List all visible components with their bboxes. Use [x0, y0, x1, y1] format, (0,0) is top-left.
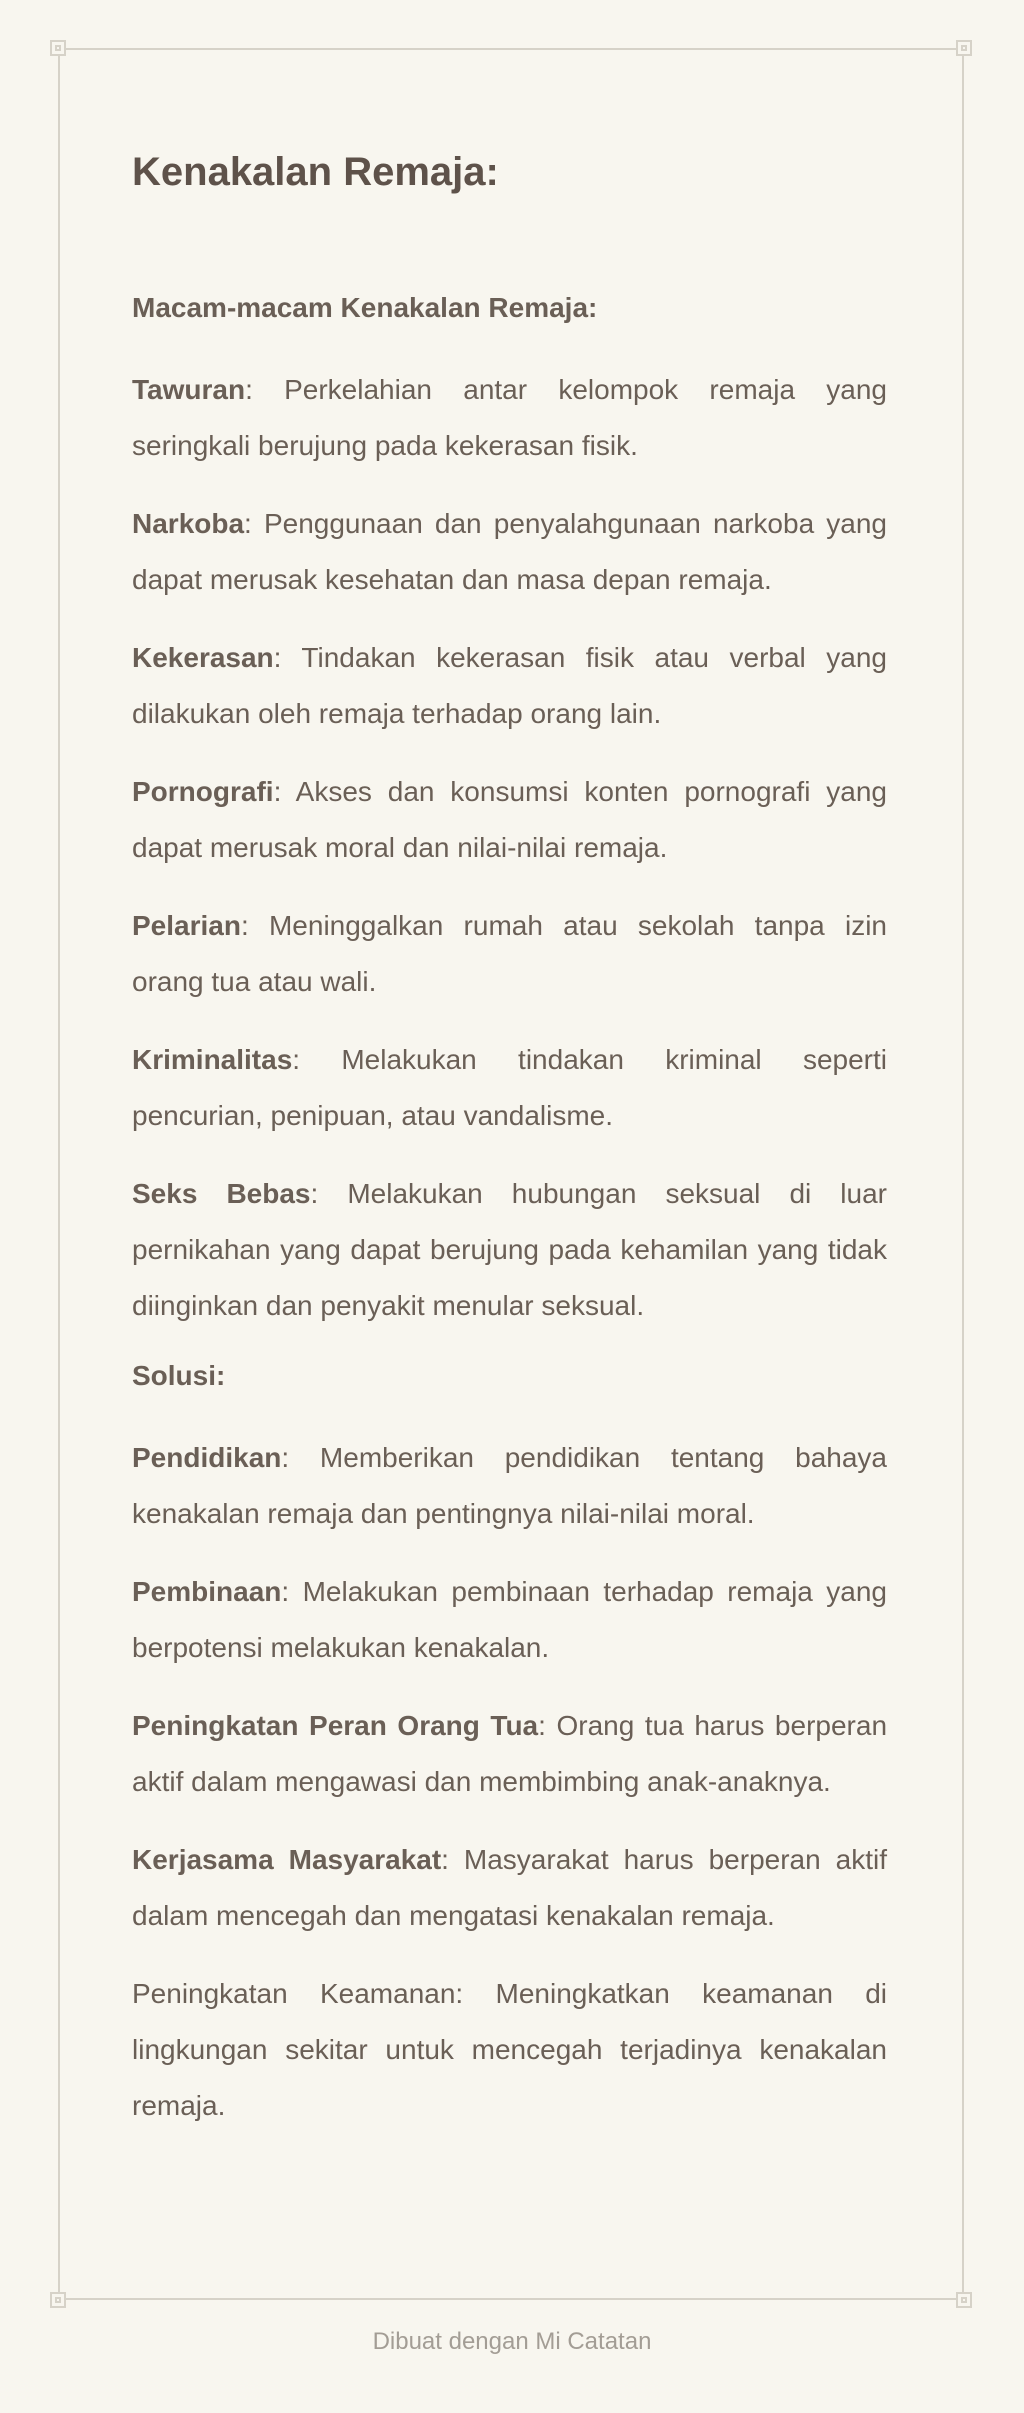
list-item: Peningkatan Keamanan: Meningkatkan keamanan di lingkungan sekitar untuk mencegah terjadinya kenakalan remaja. — [132, 1978, 887, 2122]
item-desc: : Memberikan pendidikan tentang bahaya kenakalan remaja dan pentingnya nilai-nilai moral. — [132, 1442, 887, 1530]
frame-corner-ornament — [50, 2292, 66, 2308]
item-desc: : Penggunaan dan penyalahgunaan narkoba yang dapat merusak kesehatan dan masa depan remaja. — [132, 508, 887, 596]
item-desc: : Melakukan hubungan seksual di luar pernikahan yang dapat berujung pada kehamilan yang tidak diinginkan dan penyakit menular seksual. — [132, 1178, 887, 1322]
item-term: Kerjasama Masyarakat — [132, 1844, 442, 1876]
item-term: Kekerasan — [132, 642, 274, 674]
item-desc: : Masyarakat harus berperan aktif dalam mencegah dan mengatasi kenakalan remaja. — [132, 1844, 887, 1932]
list-item — [132, 1564, 887, 1676]
list-item — [132, 630, 887, 742]
list-item — [132, 1698, 887, 1810]
item-desc: : Melakukan tindakan kriminal seperti pencurian, penipuan, atau vandalisme. — [132, 1044, 887, 1132]
item-term: Pembinaan — [132, 1576, 282, 1608]
item-term: Narkoba — [132, 508, 245, 540]
item-term: Pelarian — [132, 910, 241, 942]
item-term: Pornografi — [132, 776, 274, 808]
list-item — [132, 1430, 887, 1542]
section-heading-types: Macam-macam Kenakalan Remaja: — [132, 292, 598, 323]
note-title: Kenakalan Remaja: — [132, 150, 499, 194]
item-desc: : Perkelahian antar kelompok remaja yang seringkali berujung pada kekerasan fisik. — [132, 374, 887, 462]
item-desc: : Melakukan pembinaan terhadap remaja yang berpotensi melakukan kenakalan. — [132, 1576, 887, 1664]
list-item — [132, 1832, 887, 1944]
item-term: Seks Bebas — [132, 1178, 311, 1210]
item-desc: : Orang tua harus berperan aktif dalam mengawasi dan membimbing anak-anaknya. — [132, 1710, 888, 1798]
frame-corner-ornament — [956, 2292, 972, 2308]
list-item — [132, 1032, 887, 1144]
footer-credit: Dibuat dengan Mi Catatan — [372, 2328, 652, 2355]
list-item — [132, 496, 887, 608]
item-desc: : Meninggalkan rumah atau sekolah tanpa izin orang tua atau wali. — [132, 910, 887, 998]
item-term: Tawuran — [132, 374, 246, 406]
section-heading-solutions: Solusi: — [132, 1360, 226, 1392]
list-item — [132, 898, 887, 1010]
frame-corner-ornament — [956, 40, 972, 56]
list-item — [132, 362, 887, 474]
list-item — [132, 764, 887, 876]
item-term: Pendidikan — [132, 1442, 282, 1474]
item-term: Peningkatan Peran Orang Tua — [132, 1710, 539, 1742]
frame-corner-ornament — [50, 40, 66, 56]
note-content — [132, 148, 887, 2156]
item-desc: : Tindakan kekerasan fisik atau verbal yang dilakukan oleh remaja terhadap orang lain. — [132, 642, 887, 730]
item-desc: : Akses dan konsumsi konten pornografi yang dapat merusak moral dan nilai-nilai remaja. — [132, 776, 887, 864]
item-term: Kriminalitas — [132, 1044, 293, 1076]
list-item — [132, 1166, 887, 1334]
